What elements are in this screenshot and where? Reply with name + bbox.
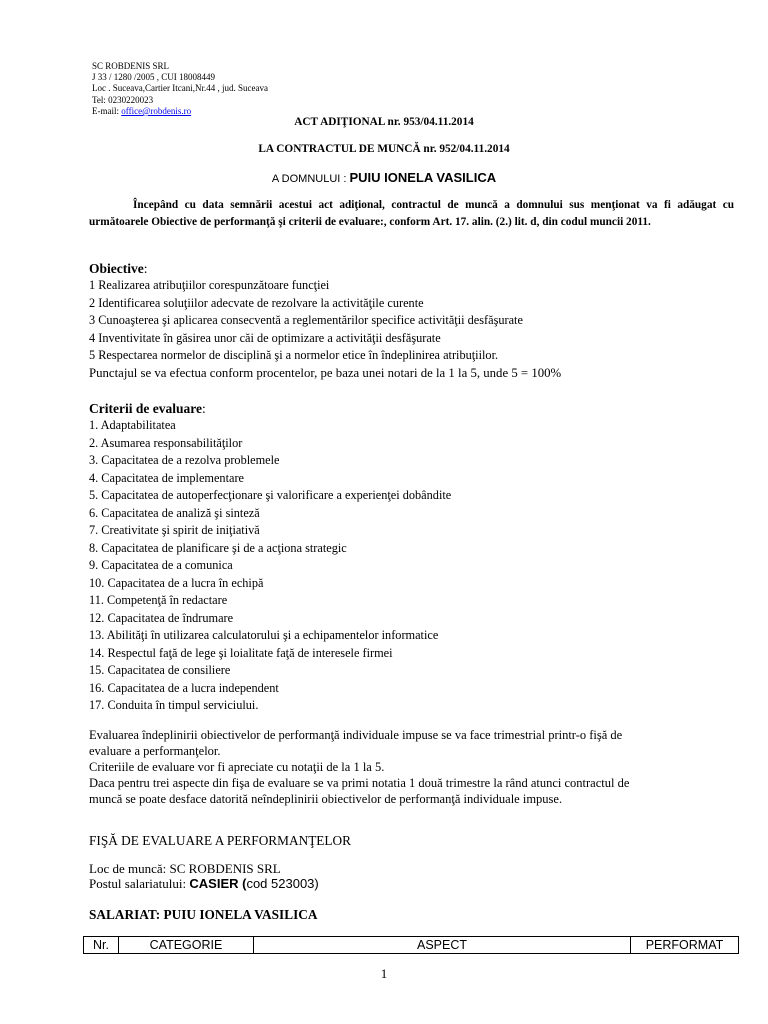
objective-item: 4 Inventivitate în găsirea unor căi de optimizare a activităţii desfăşurate: [89, 330, 441, 345]
header-aspect: ASPECT: [254, 937, 631, 954]
evaluation-note: muncă se poate desface datorită neîndeplinirii obiectivelor de performanţă individuale impuse.: [89, 792, 563, 806]
table-header-row: [84, 937, 739, 954]
evaluation-note: Daca pentru trei aspecte din fişa de evaluare se va primi notatia 1 două trimestre la rând atunci contractul de: [89, 776, 630, 790]
company-registration: J 33 / 1280 /2005 , CUI 18008449: [92, 72, 216, 82]
header-performat: PERFORMAT: [631, 937, 739, 954]
evaluation-table: [83, 936, 739, 954]
criteria-item: 9. Capacitatea de a comunica: [89, 558, 233, 572]
criteria-item: 8. Capacitatea de planificare şi de a acţiona strategic: [89, 540, 347, 555]
email-label: E-mail:: [92, 106, 122, 116]
scoring-note: Punctajul se va efectua conform procentelor, pe baza unei notari de la 1 la 5, unde 5 = 100%: [89, 366, 562, 380]
act-title: ACT ADIŢIONAL nr. 953/04.11.2014: [294, 116, 474, 128]
criteria-item: 7. Creativitate şi spirit de iniţiativă: [89, 523, 260, 537]
evaluation-note: Criteriile de evaluare vor fi apreciate cu notaţii de la 1 la 5.: [89, 760, 385, 774]
criteria-item: 17. Conduita în timpul serviciului.: [89, 698, 259, 712]
criteria-item: 1. Adaptabilitatea: [89, 418, 176, 432]
criteria-item: 11. Competenţă în redactare: [89, 593, 228, 607]
contract-title: LA CONTRACTUL DE MUNCĂ nr. 952/04.11.2014: [258, 143, 510, 155]
criteria-item: 13. Abilităţi în utilizarea calculatorului şi a echipamentelor informatice: [89, 628, 439, 642]
evaluation-note: evaluare a performanţelor.: [89, 744, 221, 758]
email-link[interactable]: office@robdenis.ro: [121, 106, 192, 116]
criteria-item: 4. Capacitatea de implementare: [89, 470, 245, 485]
objective-item: 2 Identificarea soluţiilor adecvate de rezolvare la activităţile curente: [89, 295, 424, 310]
addressee-name: PUIU IONELA VASILICA: [349, 170, 497, 185]
addressee-line: [0, 169, 768, 187]
objective-item: 5 Respectarea normelor de disciplină şi a normelor etice în îndeplinirea atribuţiilor.: [89, 348, 499, 362]
criteria-heading: Criterii de evaluare:: [89, 401, 206, 416]
page-number: 1: [380, 966, 388, 981]
employee-line: [89, 906, 317, 924]
company-name: SC ROBDENIS SRL: [92, 61, 170, 71]
objective-item: 3 Cunoaşterea şi aplicarea consecventă a reglementărilor specifice activităţii desfăşurate: [89, 313, 523, 327]
position-value: CASIER (: [189, 876, 247, 891]
company-address: Loc . Suceava,Cartier Itcani,Nr.44 , jud. Suceava: [92, 83, 268, 93]
evaluation-note: Evaluarea îndeplinirii obiectivelor de performanţă individuale impuse se va face trimestrial printr-o fişă de: [89, 728, 623, 742]
evaluation-sheet-title: FIŞĂ DE EVALUARE A PERFORMANŢELOR: [89, 833, 352, 848]
addressee-label: A DOMNULUI :: [271, 173, 350, 185]
position-code: cod 523003): [246, 876, 319, 891]
criteria-item: 15. Capacitatea de consiliere: [89, 663, 231, 677]
workplace-value: SC ROBDENIS SRL: [169, 861, 281, 876]
workplace-label: Loc de muncă:: [89, 861, 170, 876]
position-line: [89, 875, 319, 893]
criteria-item: 10. Capacitatea de a lucra în echipă: [89, 575, 264, 590]
employee-name: PUIU IONELA VASILICA: [163, 907, 318, 922]
employee-label: SALARIAT:: [89, 907, 164, 922]
header-nr: Nr.: [84, 937, 119, 954]
objective-item: 1 Realizarea atribuţiilor corespunzătoare funcţiei: [89, 278, 330, 292]
header-categorie: CATEGORIE: [119, 937, 254, 954]
position-label: Postul salariatului:: [89, 876, 190, 891]
criteria-item: 5. Capacitatea de autoperfecţionare şi valorificare a experienţei dobândite: [89, 488, 452, 502]
criteria-item: 3. Capacitatea de a rezolva problemele: [89, 453, 280, 467]
criteria-item: 2. Asumarea responsabilităţilor: [89, 435, 243, 450]
criteria-item: 12. Capacitatea de îndrumare: [89, 610, 234, 625]
criteria-item: 14. Respectul faţă de lege şi loialitate faţă de interesele firmei: [89, 645, 393, 660]
criteria-item: 16. Capacitatea de a lucra independent: [89, 680, 279, 695]
criteria-item: 6. Capacitatea de analiză şi sinteză: [89, 505, 260, 520]
objectives-heading: Obiective:: [89, 261, 148, 276]
company-phone: Tel: 0230220023: [92, 95, 154, 105]
intro-paragraph: Începând cu data semnării acestui act adiţional, contractul de muncă a domnului sus menţionat va fi adăugat cu următoarele Obiective de performanţă şi criterii de evaluare:, conform Art. 17. alin. (2.) lit. d, din codul muncii 2011.: [89, 199, 734, 228]
